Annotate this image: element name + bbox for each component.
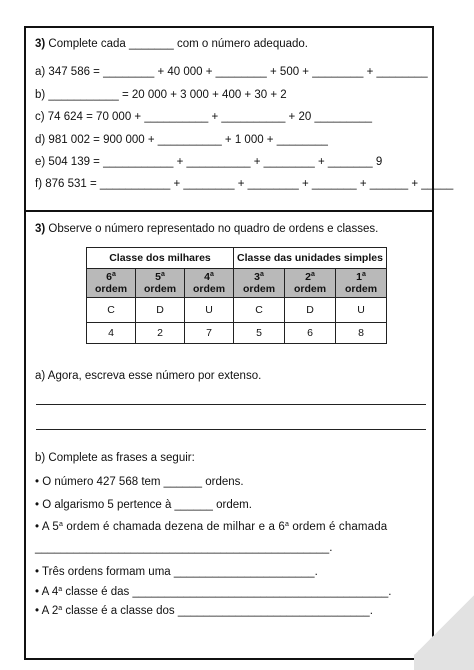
digit-cell: 8 — [336, 323, 387, 344]
letters-row — [87, 298, 387, 323]
item-e: e) 504 139 = ___________ + __________ + ________ + _______ 9 — [35, 156, 383, 168]
item-b: b) ___________ = 20 000 + 3 000 + 400 + 30 + 2 — [35, 89, 287, 101]
letter-cell: C — [234, 298, 285, 323]
class-units-header: Classe das unidades simples — [234, 248, 387, 269]
question-a: a) Agora, escreva esse número por extenso. — [35, 370, 262, 382]
bullet-digit-order: • O algarismo 5 pertence à ______ ordem. — [35, 499, 252, 511]
section1-title: Complete cada _______ com o número adequado. — [45, 38, 308, 50]
digits-row — [87, 323, 387, 344]
item-d: d) 981 002 = 900 000 + __________ + 1 000 + ________ — [35, 134, 328, 146]
question-b: b) Complete as frases a seguir: — [35, 452, 195, 464]
section1-number: 3) — [35, 38, 46, 50]
order-cell: 4$^a$ ordem — [185, 269, 234, 298]
order-cell: 2$^a$ ordem — [285, 269, 336, 298]
digit-cell: 7 — [185, 323, 234, 344]
bullet-orders-count: • O número 427 568 tem ______ ordens. — [35, 476, 244, 488]
order-cell: 3$^a$ ordem — [234, 269, 285, 298]
item-a: a) 347 586 = ________ + 40 000 + ________ + 500 + ________ + ________ — [35, 66, 428, 78]
digit-cell: 4 — [87, 323, 136, 344]
digit-cell: 2 — [136, 323, 185, 344]
page-corner-shading — [414, 580, 474, 670]
section-divider — [24, 210, 434, 212]
answer-line-1 — [36, 404, 426, 405]
section2-number: 3) — [35, 223, 46, 235]
letter-cell: C — [87, 298, 136, 323]
order-cell: 1$^a$ ordem — [336, 269, 387, 298]
order-cell: 6$^a$ ordem — [87, 269, 136, 298]
letter-cell: D — [136, 298, 185, 323]
order-cell: 5$^a$ ordem — [136, 269, 185, 298]
orders-classes-table — [86, 247, 387, 344]
section2-heading — [35, 223, 378, 235]
bullet-order-names-continued: ______________________________________________. — [35, 542, 333, 554]
class-header-row — [87, 248, 387, 269]
digit-cell: 5 — [234, 323, 285, 344]
item-c: c) 74 624 = 70 000 + __________ + __________ + 20 _________ — [35, 111, 373, 123]
bullet-fourth-class: • A 4$^a$ classe é das ________________________________________. — [35, 586, 392, 598]
letter-cell: D — [285, 298, 336, 323]
letter-cell: U — [185, 298, 234, 323]
bullet-order-names: • A 5$^a$ ordem é chamada dezena de milhar e a 6$^a$ ordem é chamada — [35, 521, 388, 533]
item-f: f) 876 531 = ___________ + ________ + ________ + _______ + ______ + _____ — [35, 178, 454, 190]
section2-title: Observe o número representado no quadro de ordens e classes. — [45, 223, 379, 235]
section1-heading — [35, 38, 308, 50]
class-thousands-header: Classe dos milhares — [87, 248, 234, 269]
digit-cell: 6 — [285, 323, 336, 344]
bullet-three-orders: • Três ordens formam uma ______________________. — [35, 566, 318, 578]
bullet-second-class: • A 2$^a$ classe é a classe dos ______________________________. — [35, 605, 373, 617]
order-row — [87, 269, 387, 298]
answer-line-2 — [36, 429, 426, 430]
letter-cell: U — [336, 298, 387, 323]
